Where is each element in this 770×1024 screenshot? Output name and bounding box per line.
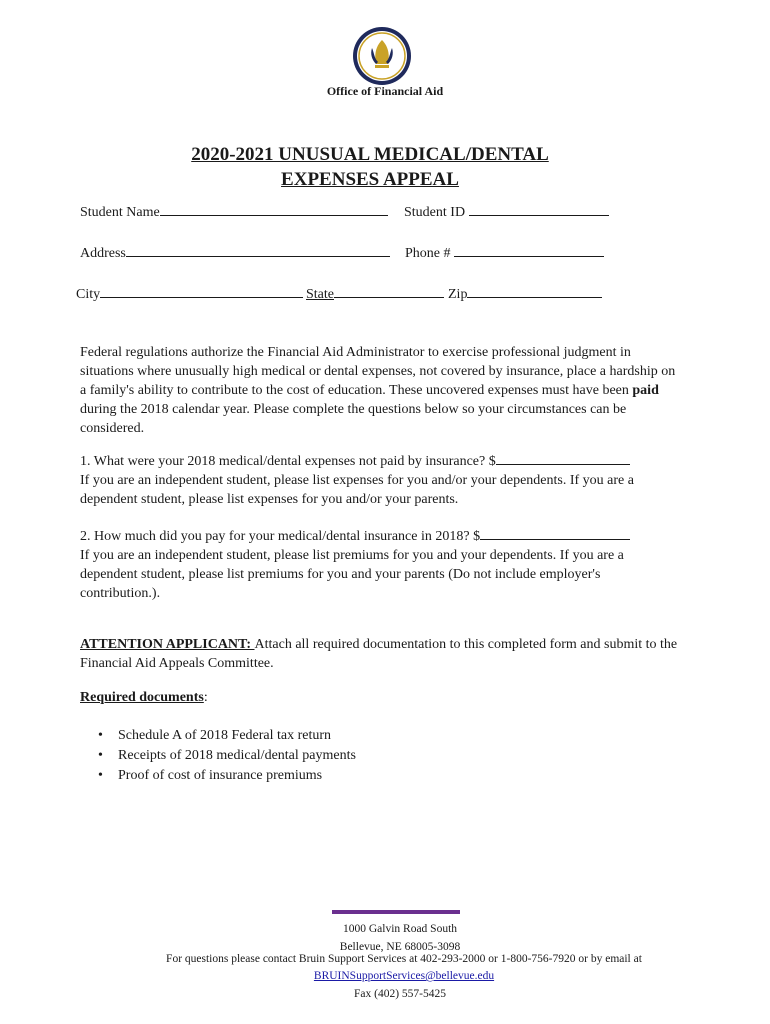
support-email-link[interactable]: BRUINSupportServices@bellevue.edu — [313, 970, 495, 982]
footer-street: 1000 Galvin Road South — [342, 923, 458, 935]
state-label: State — [306, 287, 334, 302]
intro-text-end: during the 2018 calendar year. Please complete the questions below so your circumstances can be considered. — [80, 402, 627, 436]
question-1-prompt: 1. What were your 2018 medical/dental expenses not paid by insurance? $ — [80, 454, 496, 469]
title-line-2: EXPENSES APPEAL — [281, 169, 459, 190]
zip-field[interactable] — [448, 285, 602, 303]
state-line[interactable] — [334, 285, 444, 298]
address-label: Address — [80, 246, 126, 261]
question-1 — [80, 452, 680, 509]
question-2-prompt: 2. How much did you pay for your medical/dental insurance in 2018? $ — [80, 529, 481, 544]
title-line-1: 2020-2021 UNUSUAL MEDICAL/DENTAL — [191, 144, 549, 165]
footer-email-row — [0, 967, 770, 985]
required-documents-label: Required documents — [80, 690, 204, 705]
footer-city: Bellevue, NE 68005-3098 — [339, 941, 461, 953]
student-id-label: Student ID — [404, 205, 466, 220]
student-id-line[interactable] — [469, 203, 609, 216]
footer-fax: Fax (402) 557-5425 — [354, 988, 446, 1000]
city-label: City — [76, 287, 101, 302]
address-field[interactable] — [80, 244, 390, 262]
question-2-note: If you are an independent student, please list premiums for you and your dependents. If you are a dependent student, please list premiums for you and your parents (Do not include employer's contribution.). — [80, 548, 624, 601]
footer-accent-bar — [332, 910, 460, 914]
footer-fax-row — [0, 985, 770, 1003]
city-line[interactable] — [100, 285, 303, 298]
student-name-field[interactable] — [80, 203, 388, 221]
student-name-line[interactable] — [160, 203, 388, 216]
state-field[interactable] — [306, 285, 444, 303]
attention-label: ATTENTION APPLICANT: — [80, 637, 255, 652]
required-documents-heading — [80, 688, 680, 707]
footer-contact — [0, 950, 770, 968]
university-seal-logo — [352, 26, 412, 86]
phone-field[interactable] — [405, 244, 604, 262]
office-heading: Office of Financial Aid — [326, 84, 444, 98]
question-2 — [80, 527, 680, 603]
intro-paragraph — [80, 343, 680, 438]
list-item: • Proof of cost of insurance premiums — [80, 766, 640, 786]
phone-line[interactable] — [454, 244, 604, 257]
address-line[interactable] — [126, 244, 390, 257]
intro-text-bold: paid — [632, 383, 659, 398]
attention-text: Attach all required documentation to this completed form and submit to the Financial Aid Appeals Committee. — [80, 637, 678, 671]
student-name-label: Student Name — [80, 205, 160, 220]
zip-line[interactable] — [467, 285, 602, 298]
question-1-amount-line[interactable] — [496, 452, 630, 465]
city-field[interactable] — [76, 285, 303, 303]
footer-contact-text: For questions please contact Bruin Support Services at 402-293-2000 or 1-800-756-7920 or by email at — [166, 953, 642, 965]
question-2-amount-line[interactable] — [480, 527, 630, 540]
student-id-field[interactable] — [404, 203, 609, 221]
intro-text-start: Federal regulations authorize the Financial Aid Administrator to exercise professional judgment in situations where unusually high medical or dental expenses, not covered by insurance, place a hardship on a family's ability to contribute to the cost of education. These uncovered expenses must have been — [80, 345, 676, 398]
question-1-note: If you are an independent student, please list expenses for you and/or your dependents. If you are a dependent student, please list expenses for you and/or your parents. — [80, 473, 634, 507]
phone-label: Phone # — [405, 246, 451, 261]
attention-notice — [80, 635, 680, 673]
zip-label: Zip — [448, 287, 468, 302]
form-title — [0, 142, 740, 192]
list-item: • Receipts of 2018 medical/dental payments — [80, 746, 640, 766]
required-documents-colon: : — [203, 690, 208, 705]
required-documents-list — [80, 726, 640, 786]
list-item: • Schedule A of 2018 Federal tax return — [80, 726, 640, 746]
